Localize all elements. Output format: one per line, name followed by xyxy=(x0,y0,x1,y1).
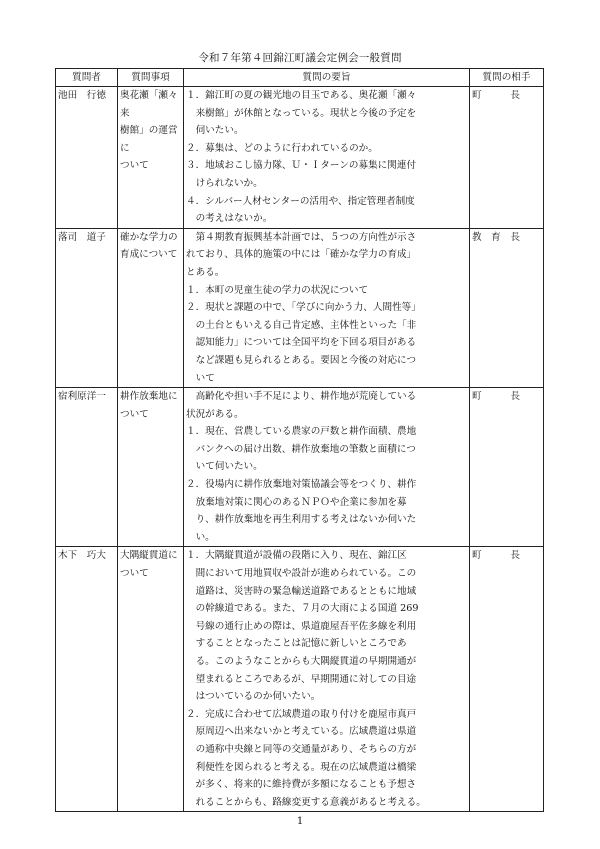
gist-line: 状況がある。 xyxy=(186,408,244,420)
header-asker: 質問者 xyxy=(56,69,118,87)
gist-line: １．本町の児童生徒の学力の状況について xyxy=(186,284,369,296)
asker-cell: 木下 巧大 xyxy=(56,547,118,812)
table-row xyxy=(56,87,544,229)
gist-line: けられないか。 xyxy=(186,177,263,189)
gist-line: ４．シルバー人材センターの活用や、指定管理者制度 xyxy=(186,195,415,207)
gist-line: １．現在、営農している農家の戸数と耕作面積、農地 xyxy=(186,426,417,438)
question-item-cell: 大隅縦貫道に ついて xyxy=(118,547,184,812)
gist-line: 道路は、災害時の緊急輸送道路であるとともに地域 xyxy=(186,585,417,597)
gist-line: 間において用地買収や設計が進められている。この xyxy=(186,568,417,580)
addressee-cell: 町 長 xyxy=(470,547,544,812)
gist-line: 認知能力」については全国平均を下回る項目がある xyxy=(186,337,417,349)
gist-line: が多く、将来的に維持費が多額になることも予想さ xyxy=(186,779,417,791)
question-gist-cell xyxy=(184,87,470,229)
gist-line: 利便性を図られると考える。現在の広域農道は橋梁 xyxy=(186,761,417,773)
question-item-cell: 耕作放棄地に ついて xyxy=(118,388,184,547)
gist-line: 望まれるところであるが、早期開通に対しての目途 xyxy=(186,673,417,685)
gist-line: 原周辺へ出来ないかと考えている。広域農道は県道 xyxy=(186,726,417,738)
table-row xyxy=(56,228,544,387)
addressee-cell: 町 長 xyxy=(470,87,544,229)
table-row xyxy=(56,547,544,812)
gist-line: の考えはないか。 xyxy=(186,213,273,225)
gist-line: の幹線道である。また、７月の大雨による国道 269 xyxy=(186,603,419,615)
gist-line: の通称中央線と同等の交通量があり、そちらの方が xyxy=(186,743,417,755)
question-gist-cell xyxy=(184,547,470,812)
gist-line: 第４期教育振興基本計画では、５つの方向性が示さ xyxy=(186,231,417,243)
header-gist: 質問の要旨 xyxy=(184,69,470,87)
gist-line: いて xyxy=(186,372,215,384)
gist-line: いて伺いたい。 xyxy=(186,461,263,473)
gist-line: 伺いたい。 xyxy=(186,125,244,137)
question-gist-cell xyxy=(184,388,470,547)
gist-line: れることからも、路線変更する意義があると考える。 xyxy=(186,796,426,808)
gist-line: る。このようなことからも大隅縦貫道の早期開通が xyxy=(186,656,417,667)
addressee-cell: 町 長 xyxy=(470,388,544,547)
gist-line: ２．役場内に耕作放棄地対策協議会等をつくり、耕作 xyxy=(186,479,417,491)
gist-line: の土台ともいえる自己肯定感、主体性といった「非 xyxy=(186,319,417,331)
table-body xyxy=(56,87,544,812)
gist-line: い。 xyxy=(186,531,215,543)
gist-line: とある。 xyxy=(186,266,225,278)
gist-line: 放棄地対策に関心のあるＮＰＯや企業に参加を募 xyxy=(186,496,407,508)
question-item-cell: 確かな学力の 育成について xyxy=(118,228,184,387)
table-row xyxy=(56,388,544,547)
gist-line: １．大隅縦貫道が設備の段階に入り、現在、錦江区 xyxy=(186,550,407,562)
gist-line: 号線の通行止めの際は、県道鹿屋吾平佐多線を利用 xyxy=(186,620,417,632)
questions-table xyxy=(55,68,544,812)
gist-line: ２．完成に合わせて広域農道の取り付けを鹿屋市真戸 xyxy=(186,708,417,720)
gist-line: バンクへの届け出数、耕作放棄地の筆数と面積につ xyxy=(186,443,416,455)
question-gist-cell xyxy=(184,228,470,387)
gist-line: １．錦江町の夏の観光地の目玉である、奥花瀬「瀬々 xyxy=(186,90,417,101)
asker-cell: 宿利原洋一 xyxy=(56,388,118,547)
addressee-cell: 教 育 長 xyxy=(470,228,544,387)
header-item: 質問事項 xyxy=(118,69,184,87)
gist-line: ２．現状と課題の中で、「学びに向かう力、人間性等」 xyxy=(186,302,421,314)
gist-line: 高齢化や担い手不足により、耕作地が荒廃している xyxy=(186,391,417,403)
asker-cell: 池田 行徳 xyxy=(56,87,118,229)
gist-line: 来樹館」が休館となっている。現状と今後の予定を xyxy=(186,107,417,119)
page-title: 令和７年第４回錦江町議会定例会一般質問 xyxy=(198,52,402,64)
gist-line: り、耕作放棄地を再生利用する考えはないか伺いた xyxy=(186,514,417,526)
gist-line: ２．募集は、どのように行われているのか。 xyxy=(186,142,378,154)
gist-line: することとなったことは記憶に新しいところであ xyxy=(186,638,407,650)
table-header-row xyxy=(56,69,544,87)
page-number: 1 xyxy=(296,816,304,827)
asker-cell: 落司 道子 xyxy=(56,228,118,387)
gist-line: ３．地域おこし協力隊、Ｕ・Ｉターンの募集に関連付 xyxy=(186,160,417,172)
gist-line: など課題も見られるとある。要因と今後の対応につ xyxy=(186,354,417,366)
gist-line: れており、具体的施策の中には「確かな学力の育成」 xyxy=(186,249,417,261)
header-addressee: 質問の相手 xyxy=(470,69,544,87)
gist-line: はついているのか伺いたい。 xyxy=(186,691,321,703)
question-item-cell: 奥花瀬「瀬々来 樹館」の運営に ついて xyxy=(118,87,184,229)
